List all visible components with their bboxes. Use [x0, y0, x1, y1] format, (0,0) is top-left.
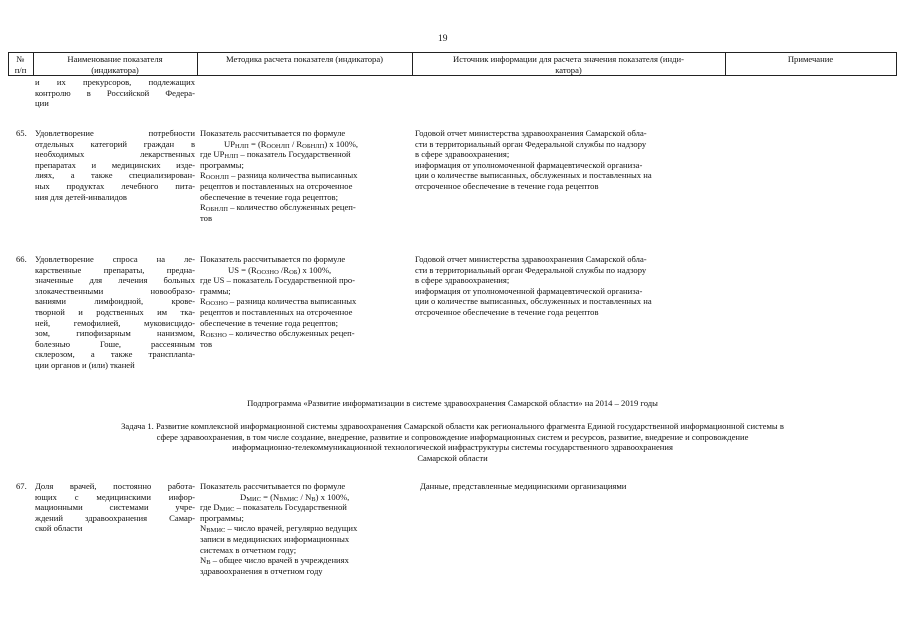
- name-line: значенные для лечения больных: [35, 275, 195, 286]
- header-number-line1: №: [16, 54, 25, 64]
- row-66-indicator-name: [35, 254, 195, 371]
- continuation-text: [35, 77, 195, 109]
- subprogram-title: Подпрограмма «Развитие информатизации в системе здравоохранения Самарской области» на 2014 – 2019 годы: [247, 398, 658, 408]
- name-line: зом, гипофизарным нанизмом,: [35, 328, 195, 339]
- header-number: [8, 54, 33, 75]
- method-line: Показатель рассчитывается по формуле: [200, 128, 346, 138]
- method-line: Показатель рассчитывается по формуле: [200, 481, 346, 491]
- header-method: [197, 54, 412, 65]
- method-line: граммы;: [200, 285, 231, 296]
- row-65-method: [200, 128, 408, 223]
- task-line: информационно-телекоммуникационной технологической инфраструктуры системы государственного здравоохранения: [232, 442, 673, 453]
- formula-line: US = ($R_{ООЗНО}$ $/R_{ОБ}$) x 100%,: [228, 264, 332, 276]
- source-line: отсроченное обеспечение в течение года рецептов: [415, 180, 599, 191]
- header-method-line: Методика расчета показателя (индикатора): [225, 54, 383, 64]
- header-name-line2: (индикатора): [91, 64, 139, 75]
- source-line: в сфере здравоохранения;: [415, 275, 510, 286]
- row-66-method: [200, 254, 408, 349]
- header-indicator-name: [33, 54, 197, 75]
- row-66-source: [415, 254, 721, 318]
- method-line: программы;: [200, 512, 244, 523]
- formula-line: $UP_{НЛП} = (R_{ООНЛП} / R_{ОБНЛП})$ x 100%,: [224, 138, 359, 150]
- method-line: системах в отчетном году;: [200, 544, 297, 555]
- name-line: Удовлетворение потребности: [35, 128, 195, 138]
- method-line: где $D_{МИС}$ – показатель Государственной: [200, 502, 347, 514]
- row-65-indicator-name: [35, 128, 195, 202]
- header-source: [412, 54, 725, 75]
- name-line: ской области: [35, 523, 83, 534]
- name-line: необходимых лекарственных: [35, 149, 195, 160]
- header-note: [725, 54, 896, 65]
- source-line: отсроченное обеспечение в течение года рецептов: [415, 306, 599, 317]
- header-note-line: Примечание: [787, 54, 834, 64]
- header-number-line2: п/п: [14, 64, 27, 75]
- method-line: $R_{ООНЛП}$ – разница количества выписанных: [200, 170, 358, 182]
- name-line: отдельных категорий граждан в: [35, 138, 195, 149]
- name-line: Удовлетворение спроса на ле-: [35, 254, 195, 264]
- row-65-number: 65.: [16, 128, 27, 138]
- method-line: программы;: [200, 159, 244, 170]
- name-line: мационными системами учре-: [35, 502, 195, 513]
- table-top-border: [8, 52, 897, 53]
- method-line: тов: [200, 338, 212, 349]
- row-67-method: [200, 481, 408, 576]
- page-number: 19: [438, 34, 448, 44]
- name-line: ждений здравоохранения Самар-: [35, 512, 195, 523]
- name-line: творной и родственных им тка-: [35, 306, 195, 317]
- method-line: $R_{ОБНЛП}$ – количество обслуженных рецеп-: [200, 202, 356, 214]
- header-name-line1: Наименование показателя: [67, 54, 163, 64]
- name-line: Доля врачей, постоянно работа-: [35, 481, 195, 491]
- source-line: сти в территориальный орган Федеральной службы по надзору: [415, 264, 647, 275]
- continuation-line: и их прекурсоров, подлежащих: [35, 77, 195, 87]
- task-heading: [0, 421, 905, 463]
- method-line: Показатель рассчитывается по формуле: [200, 254, 346, 264]
- method-line: рецептов и поставленных на отсроченное: [200, 180, 353, 191]
- name-line: ния для детей-инвалидов: [35, 191, 127, 202]
- name-line: злокачественными новообразо-: [35, 285, 195, 296]
- row-67-source: [420, 481, 720, 492]
- method-line: обеспечение в течение года рецептов;: [200, 317, 338, 328]
- header-source-line1: Источник информации для расчета значения показателя (инди-: [453, 54, 684, 64]
- task-line: сфере здравоохранения, в том числе создание, внедрение, развитие и сопровождение информационных систем и ресурсов, развитие, внедрение и сопровождение: [156, 431, 749, 442]
- method-line: где US – показатель Государственной про-: [200, 275, 356, 286]
- method-line: тов: [200, 212, 212, 223]
- method-line: здравоохранения в отчетном году: [200, 565, 323, 576]
- name-line: болезнью Гоше, рассеянным: [35, 338, 195, 349]
- row-65-source: [415, 128, 721, 192]
- continuation-line: контролю в Российской Федера-: [35, 87, 195, 98]
- row-66-number: 66.: [16, 254, 27, 264]
- source-line: ции о количестве выписанных, обслуженных и поставленных на: [415, 170, 652, 181]
- source-line: в сфере здравоохранения;: [415, 149, 510, 160]
- name-line: ней, гемофилией, муковисцидо-: [35, 317, 195, 328]
- method-line: обеспечение в течение года рецептов;: [200, 191, 338, 202]
- source-line: сти в территориальный орган Федеральной службы по надзору: [415, 138, 647, 149]
- method-line: $N_{ВМИС}$ – число врачей, регулярно ведущих: [200, 523, 358, 535]
- header-source-line2: катора): [555, 64, 582, 75]
- table-right-border: [896, 52, 897, 76]
- row-67-number: 67.: [16, 481, 27, 491]
- method-line: $R_{ОБЗНО}$ – количество обслуженных рецеп-: [200, 328, 355, 340]
- method-line: записи в медицинских информационных: [200, 533, 350, 544]
- source-line: Данные, представленные медицинскими организациями: [420, 481, 627, 491]
- name-line: ющих с медицинскими инфор-: [35, 491, 195, 502]
- source-line: ции о количестве выписанных, обслуженных и поставленных на: [415, 296, 652, 307]
- method-line: где $UP_{НЛП}$ – показатель Государственной: [200, 149, 351, 161]
- name-line: ваниями лимфоидной, крове-: [35, 296, 195, 307]
- task-line: Самарской области: [417, 452, 488, 463]
- name-line: препаратах и медицинских изде-: [35, 159, 195, 170]
- source-line: информация от уполномоченной фармацевтической организа-: [415, 285, 643, 296]
- method-line: $N_В$ – общее число врачей в учреждениях: [200, 555, 349, 567]
- row-67-indicator-name: [35, 481, 195, 534]
- method-line: $R_{ООЗНО}$ – разница количества выписанных: [200, 296, 357, 308]
- method-line: рецептов и поставленных на отсроченное: [200, 306, 353, 317]
- continuation-line: ции: [35, 98, 49, 109]
- task-line: Задача 1. Развитие комплексной информационной системы здравоохранения Самарской области как регионального фрагмента Единой государственной информационной системы в: [121, 421, 784, 431]
- formula-line: $D_{МИС} = (N_{ВМИС} / N_В)$ x 100%,: [240, 491, 350, 503]
- name-line: карственные препараты, предна-: [35, 264, 195, 275]
- source-line: информация от уполномоченной фармацевтической организа-: [415, 159, 643, 170]
- name-line: склерозом, а также трансплanta-: [35, 349, 195, 360]
- name-line: ных продуктах лечебного пита-: [35, 180, 195, 191]
- name-line: ции органов и (или) тканей: [35, 359, 135, 370]
- name-line: лиях, а также специализирован-: [35, 170, 195, 181]
- source-line: Годовой отчет министерства здравоохранения Самарской обла-: [415, 128, 647, 138]
- source-line: Годовой отчет министерства здравоохранения Самарской обла-: [415, 254, 647, 264]
